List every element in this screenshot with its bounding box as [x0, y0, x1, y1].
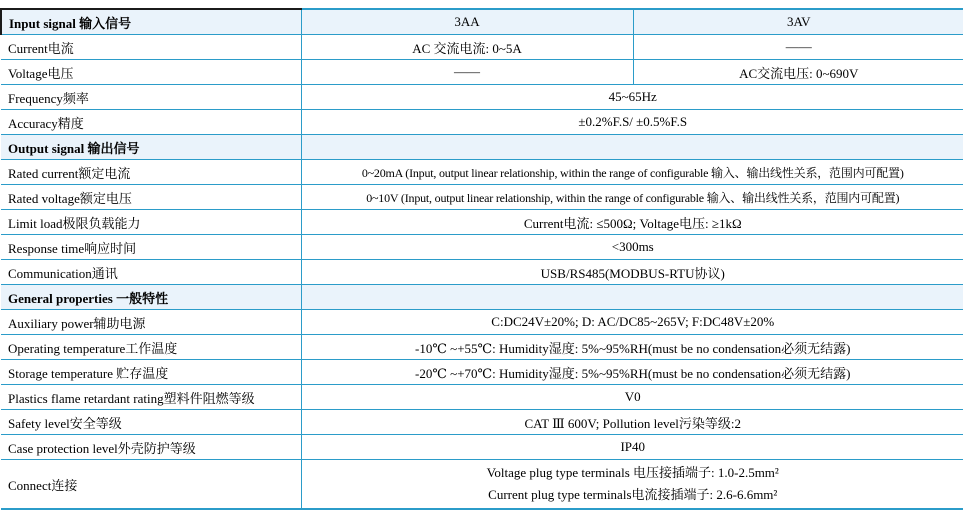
spec-row-communication — [1, 260, 963, 285]
row-label-current: Current电流 — [1, 35, 301, 60]
spec-row-operating-temperature — [1, 335, 963, 360]
row-label-frequency: Frequency频率 — [1, 85, 301, 110]
case-protection-value: IP40 — [301, 435, 963, 460]
spec-row-output-signal — [1, 135, 963, 160]
spec-row-frequency — [1, 85, 963, 110]
row-label-accuracy: Accuracy精度 — [1, 110, 301, 135]
row-label-input-signal: Input signal 输入信号 — [1, 9, 301, 35]
auxiliary-power-value: C:DC24V±20%; D: AC/DC85~265V; F:DC48V±20% — [301, 310, 963, 335]
row-label-safety-level: Safety level安全等级 — [1, 410, 301, 435]
connect-value — [301, 460, 963, 510]
row-label-rated-current: Rated current额定电流 — [1, 160, 301, 185]
spec-row-connect — [1, 460, 963, 510]
spec-row-general-properties — [1, 285, 963, 310]
rated-current-value: 0~20mA (Input, output linear relationship, within the range of configurable 输入、输出线性关系，范围内可配置) — [301, 160, 963, 185]
row-label-flame-retardant: Plastics flame retardant rating塑料件阻燃等级 — [1, 385, 301, 410]
safety-level-value: CAT Ⅲ 600V; Pollution level污染等级:2 — [301, 410, 963, 435]
connect-voltage-terminals-line: Voltage plug type terminals 电压接插端子: 1.0-2.5mm² — [302, 462, 963, 484]
spec-row-safety-level — [1, 410, 963, 435]
row-label-communication: Communication通讯 — [1, 260, 301, 285]
spec-table — [0, 8, 963, 510]
spec-row-storage-temperature — [1, 360, 963, 385]
row-label-case-protection: Case protection level外壳防护等级 — [1, 435, 301, 460]
spec-row-accuracy — [1, 110, 963, 135]
row-label-auxiliary-power: Auxiliary power辅助电源 — [1, 310, 301, 335]
general-properties-empty-cell — [301, 285, 963, 310]
rated-voltage-value: 0~10V (Input, output linear relationship, within the range of configurable 输入、输出线性关系，范围内可配置) — [301, 185, 963, 210]
row-label-operating-temperature: Operating temperature工作温度 — [1, 335, 301, 360]
response-time-value: <300ms — [301, 235, 963, 260]
row-label-voltage: Voltage电压 — [1, 60, 301, 85]
spec-row-rated-voltage — [1, 185, 963, 210]
spec-row-response-time — [1, 235, 963, 260]
output-signal-empty-cell — [301, 135, 963, 160]
spec-row-auxiliary-power — [1, 310, 963, 335]
operating-temperature-value: -10℃ ~+55℃: Humidity湿度: 5%~95%RH(must be no condensation必须无结露) — [301, 335, 963, 360]
row-label-response-time: Response time响应时间 — [1, 235, 301, 260]
current-value-3aa: AC 交流电流: 0~5A — [301, 35, 633, 60]
spec-row-voltage — [1, 60, 963, 85]
row-label-general-properties: General properties 一般特性 — [1, 285, 301, 310]
limit-load-value: Current电流: ≤500Ω; Voltage电压: ≥1kΩ — [301, 210, 963, 235]
column-header-3aa: 3AA — [301, 9, 633, 35]
spec-row-case-protection — [1, 435, 963, 460]
row-label-connect: Connect连接 — [1, 460, 301, 510]
spec-row-flame-retardant — [1, 385, 963, 410]
row-label-output-signal: Output signal 输出信号 — [1, 135, 301, 160]
voltage-value-3aa: —— — [301, 60, 633, 85]
voltage-value-3av: AC交流电压: 0~690V — [633, 60, 963, 85]
column-header-3av: 3AV — [633, 9, 963, 35]
flame-retardant-value: V0 — [301, 385, 963, 410]
storage-temperature-value: -20℃ ~+70℃: Humidity湿度: 5%~95%RH(must be no condensation必须无结露) — [301, 360, 963, 385]
row-label-rated-voltage: Rated voltage额定电压 — [1, 185, 301, 210]
connect-current-terminals-line: Current plug type terminals电流接插端子: 2.6-6.6mm² — [302, 484, 963, 506]
spec-row-limit-load — [1, 210, 963, 235]
communication-value: USB/RS485(MODBUS-RTU协议) — [301, 260, 963, 285]
spec-row-rated-current — [1, 160, 963, 185]
row-label-storage-temperature: Storage temperature 贮存温度 — [1, 360, 301, 385]
frequency-value: 45~65Hz — [301, 85, 963, 110]
current-value-3av: —— — [633, 35, 963, 60]
accuracy-value: ±0.2%F.S/ ±0.5%F.S — [301, 110, 963, 135]
row-label-limit-load: Limit load极限负载能力 — [1, 210, 301, 235]
spec-row-input-signal — [1, 9, 963, 35]
spec-row-current — [1, 35, 963, 60]
